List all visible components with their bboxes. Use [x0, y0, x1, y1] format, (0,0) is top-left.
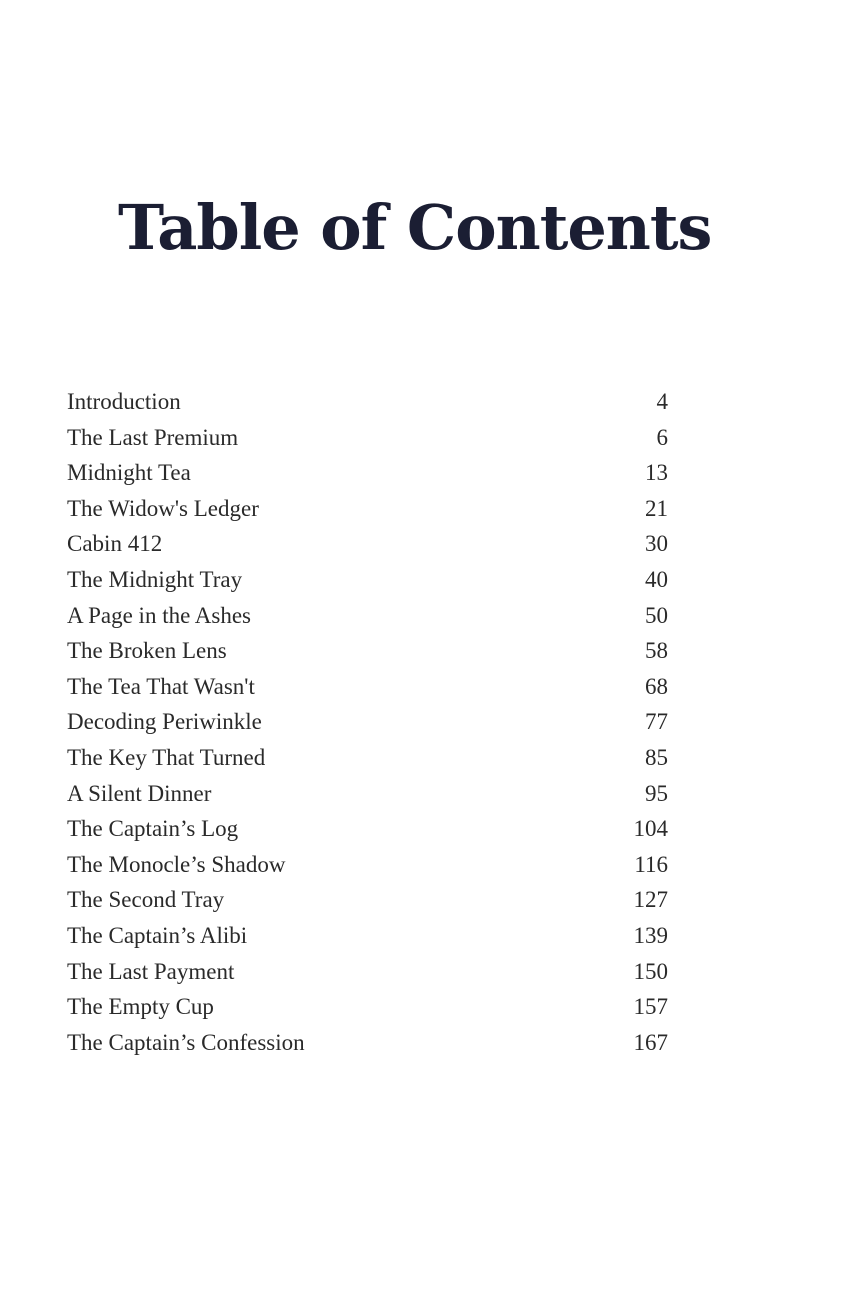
toc-entry-page-number: 30 — [645, 531, 668, 557]
toc-entry — [67, 918, 668, 954]
toc-entry — [67, 1025, 668, 1061]
toc-entry — [67, 776, 668, 812]
toc-entry — [67, 455, 668, 491]
toc-entry — [67, 989, 668, 1025]
toc-entry-title: The Widow's Ledger — [67, 495, 259, 521]
toc-entry-page-number: 40 — [645, 566, 668, 592]
toc-entry — [67, 633, 668, 669]
toc-entry-title: The Tea That Wasn't — [67, 673, 255, 699]
toc-entry-title: Decoding Periwinkle — [67, 709, 262, 735]
toc-entry — [67, 562, 668, 598]
toc-entry-page-number: 50 — [645, 602, 668, 628]
toc-entry-title: The Captain’s Log — [67, 816, 239, 842]
toc-entry — [67, 882, 668, 918]
toc-entry-page-number: 68 — [645, 673, 668, 699]
toc-entry — [67, 526, 668, 562]
page-title: Table of Contents — [118, 191, 712, 264]
toc-entry-title: The Second Tray — [67, 887, 225, 913]
toc-entry — [67, 384, 668, 420]
toc-entry-title: The Monocle’s Shadow — [67, 851, 286, 877]
toc-entry-title: Midnight Tea — [67, 460, 191, 486]
toc-entry-page-number: 157 — [633, 994, 668, 1020]
toc-entry-title: The Last Premium — [67, 424, 239, 450]
toc-entry — [67, 669, 668, 705]
toc-entry — [67, 491, 668, 527]
toc-entry-page-number: 13 — [645, 460, 668, 486]
toc-entry-title: Introduction — [67, 389, 181, 414]
toc-entry-page-number: 85 — [645, 744, 668, 770]
toc-entry-page-number: 150 — [633, 958, 668, 984]
toc-entry-page-number: 127 — [633, 887, 668, 913]
toc-entry-page-number: 104 — [633, 816, 668, 842]
toc-entry-page-number: 58 — [645, 638, 668, 664]
toc-entry-page-number: 167 — [633, 1029, 668, 1055]
toc-entry-title: The Captain’s Confession — [67, 1029, 305, 1055]
toc-entry — [67, 598, 668, 634]
toc-entry-page-number: 6 — [656, 424, 668, 450]
toc-entry — [67, 811, 668, 847]
toc-entry-page-number: 77 — [645, 709, 668, 735]
toc-entry-page-number: 95 — [645, 780, 668, 806]
toc-entry — [67, 847, 668, 883]
toc-entry-page-number: 139 — [633, 922, 668, 948]
toc-entry-page-number: 116 — [634, 851, 668, 877]
toc-entry — [67, 954, 668, 990]
toc-entry-title: The Key That Turned — [67, 744, 266, 770]
toc-entry — [67, 740, 668, 776]
toc-entry-title: A Silent Dinner — [67, 780, 212, 806]
toc-entry-title: Cabin 412 — [67, 531, 163, 557]
toc-list — [67, 384, 668, 1060]
toc-entry-title: The Captain’s Alibi — [67, 922, 248, 948]
toc-entry-title: The Last Payment — [67, 958, 235, 984]
toc-entry-page-number: 21 — [645, 495, 668, 521]
toc-entry-title: The Broken Lens — [67, 638, 227, 664]
toc-entry-title: The Empty Cup — [67, 994, 214, 1020]
toc-entry-title: The Midnight Tray — [67, 566, 243, 592]
toc-entry-title: A Page in the Ashes — [67, 602, 251, 628]
toc-entry — [67, 704, 668, 740]
toc-entry-page-number: 4 — [656, 389, 668, 414]
toc-entry — [67, 420, 668, 456]
